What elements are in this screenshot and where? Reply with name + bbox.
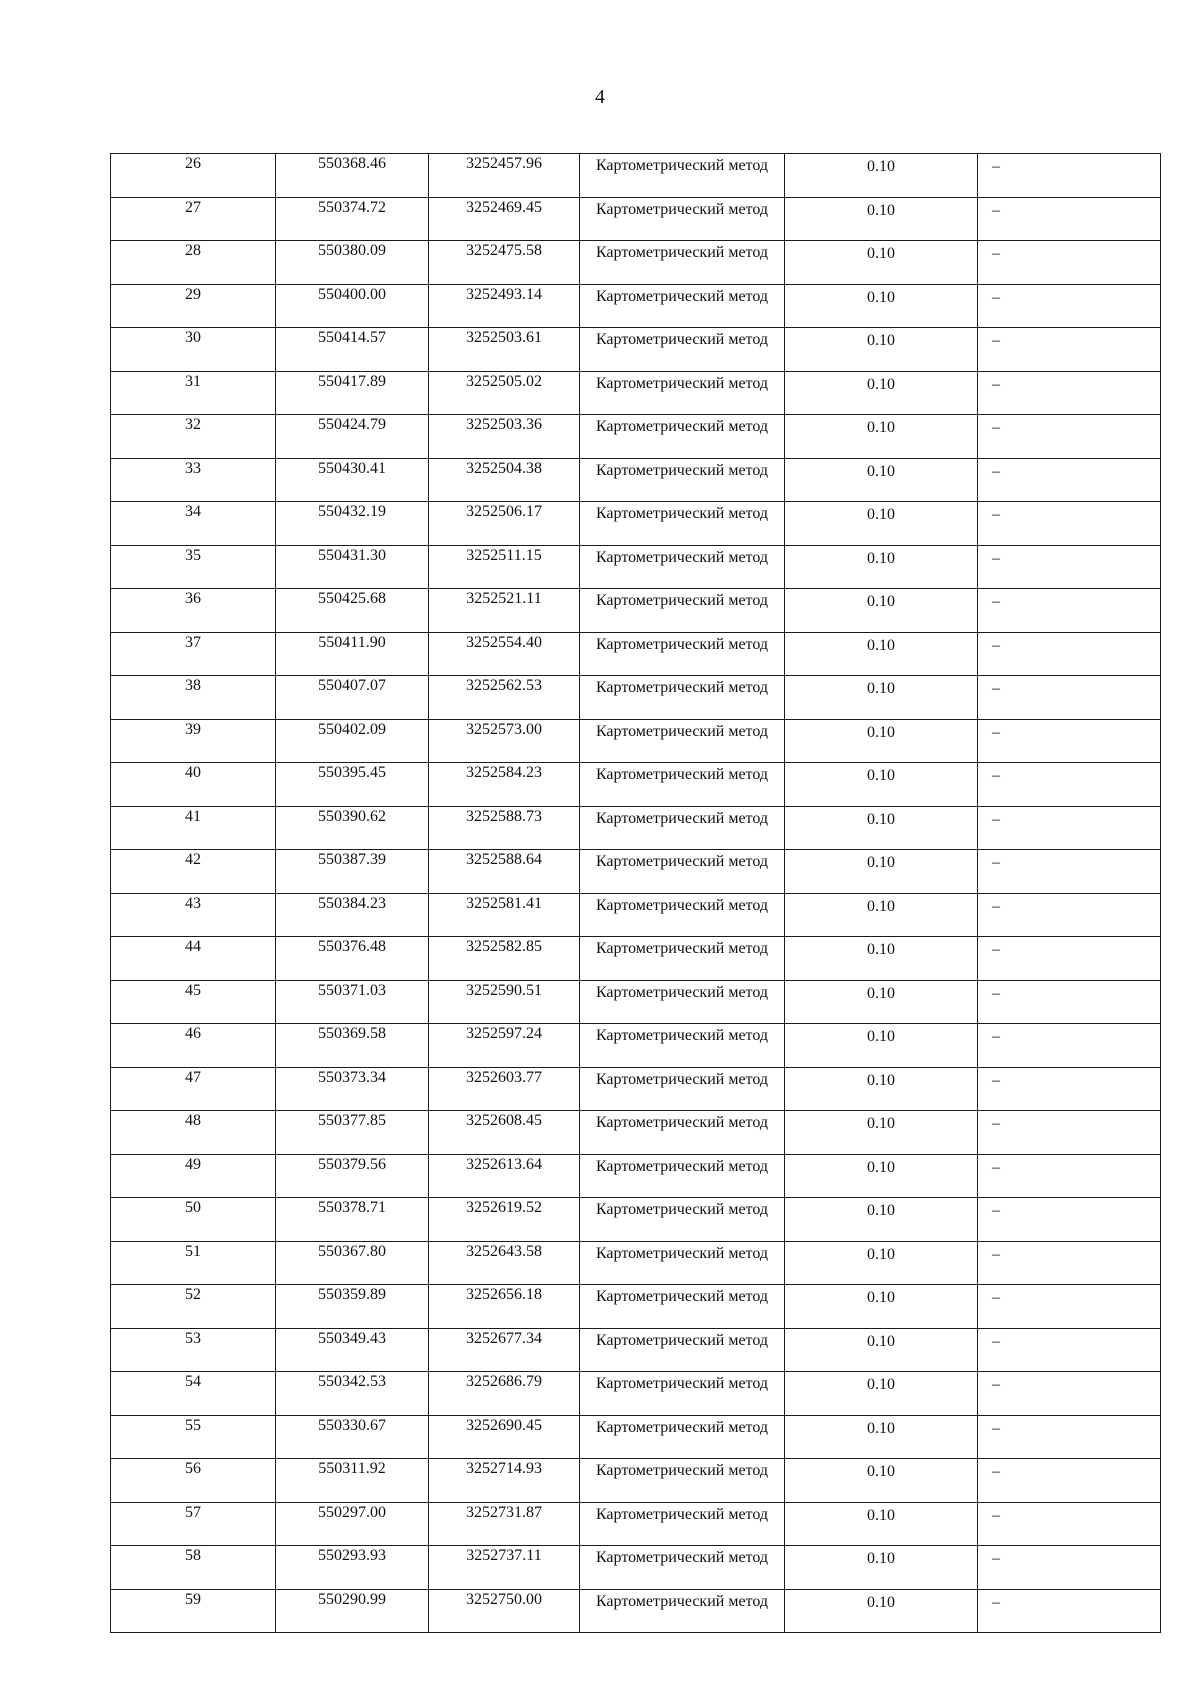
accuracy-cell: 0.10 bbox=[785, 719, 978, 763]
table-row bbox=[111, 1415, 1161, 1459]
accuracy-cell: 0.10 bbox=[785, 241, 978, 285]
y-coordinate-cell: 3252750.00 bbox=[429, 1589, 580, 1633]
accuracy-cell: 0.10 bbox=[785, 937, 978, 981]
description-cell: – bbox=[978, 371, 1161, 415]
x-coordinate-cell: 550411.90 bbox=[276, 632, 429, 676]
point-number-cell: 38 bbox=[111, 676, 276, 720]
description-cell: – bbox=[978, 763, 1161, 807]
x-coordinate-cell: 550368.46 bbox=[276, 154, 429, 198]
table-row bbox=[111, 371, 1161, 415]
description-cell: – bbox=[978, 458, 1161, 502]
y-coordinate-cell: 3252505.02 bbox=[429, 371, 580, 415]
x-coordinate-cell: 550380.09 bbox=[276, 241, 429, 285]
accuracy-cell: 0.10 bbox=[785, 328, 978, 372]
table-row bbox=[111, 719, 1161, 763]
method-cell: Картометрический метод bbox=[580, 545, 785, 589]
accuracy-cell: 0.10 bbox=[785, 1241, 978, 1285]
accuracy-cell: 0.10 bbox=[785, 763, 978, 807]
y-coordinate-cell: 3252690.45 bbox=[429, 1415, 580, 1459]
y-coordinate-cell: 3252504.38 bbox=[429, 458, 580, 502]
x-coordinate-cell: 550378.71 bbox=[276, 1198, 429, 1242]
point-number-cell: 46 bbox=[111, 1024, 276, 1068]
point-number-cell: 35 bbox=[111, 545, 276, 589]
description-cell: – bbox=[978, 850, 1161, 894]
accuracy-cell: 0.10 bbox=[785, 1198, 978, 1242]
y-coordinate-cell: 3252506.17 bbox=[429, 502, 580, 546]
method-cell: Картометрический метод bbox=[580, 763, 785, 807]
x-coordinate-cell: 550342.53 bbox=[276, 1372, 429, 1416]
description-cell: – bbox=[978, 415, 1161, 459]
method-cell: Картометрический метод bbox=[580, 1328, 785, 1372]
method-cell: Картометрический метод bbox=[580, 502, 785, 546]
x-coordinate-cell: 550424.79 bbox=[276, 415, 429, 459]
method-cell: Картометрический метод bbox=[580, 1241, 785, 1285]
method-cell: Картометрический метод bbox=[580, 197, 785, 241]
method-cell: Картометрический метод bbox=[580, 589, 785, 633]
x-coordinate-cell: 550407.07 bbox=[276, 676, 429, 720]
y-coordinate-cell: 3252581.41 bbox=[429, 893, 580, 937]
y-coordinate-cell: 3252469.45 bbox=[429, 197, 580, 241]
point-number-cell: 59 bbox=[111, 1589, 276, 1633]
method-cell: Картометрический метод bbox=[580, 893, 785, 937]
y-coordinate-cell: 3252588.73 bbox=[429, 806, 580, 850]
table-row bbox=[111, 1502, 1161, 1546]
table-row bbox=[111, 589, 1161, 633]
accuracy-cell: 0.10 bbox=[785, 502, 978, 546]
y-coordinate-cell: 3252562.53 bbox=[429, 676, 580, 720]
y-coordinate-cell: 3252503.36 bbox=[429, 415, 580, 459]
point-number-cell: 57 bbox=[111, 1502, 276, 1546]
x-coordinate-cell: 550417.89 bbox=[276, 371, 429, 415]
table-row bbox=[111, 502, 1161, 546]
accuracy-cell: 0.10 bbox=[785, 371, 978, 415]
table-row bbox=[111, 1328, 1161, 1372]
description-cell: – bbox=[978, 1589, 1161, 1633]
x-coordinate-cell: 550369.58 bbox=[276, 1024, 429, 1068]
x-coordinate-cell: 550349.43 bbox=[276, 1328, 429, 1372]
x-coordinate-cell: 550425.68 bbox=[276, 589, 429, 633]
point-number-cell: 58 bbox=[111, 1546, 276, 1590]
point-number-cell: 44 bbox=[111, 937, 276, 981]
y-coordinate-cell: 3252737.11 bbox=[429, 1546, 580, 1590]
description-cell: – bbox=[978, 1328, 1161, 1372]
description-cell: – bbox=[978, 1415, 1161, 1459]
accuracy-cell: 0.10 bbox=[785, 1415, 978, 1459]
y-coordinate-cell: 3252656.18 bbox=[429, 1285, 580, 1329]
y-coordinate-cell: 3252554.40 bbox=[429, 632, 580, 676]
accuracy-cell: 0.10 bbox=[785, 1546, 978, 1590]
y-coordinate-cell: 3252714.93 bbox=[429, 1459, 580, 1503]
description-cell: – bbox=[978, 632, 1161, 676]
y-coordinate-cell: 3252686.79 bbox=[429, 1372, 580, 1416]
method-cell: Картометрический метод bbox=[580, 1459, 785, 1503]
y-coordinate-cell: 3252493.14 bbox=[429, 284, 580, 328]
x-coordinate-cell: 550384.23 bbox=[276, 893, 429, 937]
accuracy-cell: 0.10 bbox=[785, 893, 978, 937]
accuracy-cell: 0.10 bbox=[785, 458, 978, 502]
method-cell: Картометрический метод bbox=[580, 458, 785, 502]
table-row bbox=[111, 241, 1161, 285]
y-coordinate-cell: 3252582.85 bbox=[429, 937, 580, 981]
table-row bbox=[111, 763, 1161, 807]
y-coordinate-cell: 3252521.11 bbox=[429, 589, 580, 633]
table-row bbox=[111, 1154, 1161, 1198]
table-row bbox=[111, 1459, 1161, 1503]
description-cell: – bbox=[978, 241, 1161, 285]
accuracy-cell: 0.10 bbox=[785, 545, 978, 589]
accuracy-cell: 0.10 bbox=[785, 589, 978, 633]
description-cell: – bbox=[978, 676, 1161, 720]
point-number-cell: 28 bbox=[111, 241, 276, 285]
description-cell: – bbox=[978, 1024, 1161, 1068]
description-cell: – bbox=[978, 328, 1161, 372]
y-coordinate-cell: 3252619.52 bbox=[429, 1198, 580, 1242]
method-cell: Картометрический метод bbox=[580, 632, 785, 676]
description-cell: – bbox=[978, 502, 1161, 546]
table-row bbox=[111, 893, 1161, 937]
x-coordinate-cell: 550395.45 bbox=[276, 763, 429, 807]
table-row bbox=[111, 937, 1161, 981]
table-row bbox=[111, 1589, 1161, 1633]
method-cell: Картометрический метод bbox=[580, 1067, 785, 1111]
x-coordinate-cell: 550432.19 bbox=[276, 502, 429, 546]
table-row bbox=[111, 632, 1161, 676]
x-coordinate-cell: 550402.09 bbox=[276, 719, 429, 763]
description-cell: – bbox=[978, 719, 1161, 763]
table-row bbox=[111, 1198, 1161, 1242]
x-coordinate-cell: 550374.72 bbox=[276, 197, 429, 241]
y-coordinate-cell: 3252608.45 bbox=[429, 1111, 580, 1155]
x-coordinate-cell: 550371.03 bbox=[276, 980, 429, 1024]
point-number-cell: 40 bbox=[111, 763, 276, 807]
point-number-cell: 31 bbox=[111, 371, 276, 415]
x-coordinate-cell: 550387.39 bbox=[276, 850, 429, 894]
accuracy-cell: 0.10 bbox=[785, 1111, 978, 1155]
accuracy-cell: 0.10 bbox=[785, 1067, 978, 1111]
y-coordinate-cell: 3252603.77 bbox=[429, 1067, 580, 1111]
description-cell: – bbox=[978, 545, 1161, 589]
method-cell: Картометрический метод bbox=[580, 284, 785, 328]
table-row bbox=[111, 1241, 1161, 1285]
point-number-cell: 53 bbox=[111, 1328, 276, 1372]
y-coordinate-cell: 3252613.64 bbox=[429, 1154, 580, 1198]
method-cell: Картометрический метод bbox=[580, 1285, 785, 1329]
description-cell: – bbox=[978, 1198, 1161, 1242]
method-cell: Картометрический метод bbox=[580, 371, 785, 415]
y-coordinate-cell: 3252511.15 bbox=[429, 545, 580, 589]
table-row bbox=[111, 545, 1161, 589]
table-row bbox=[111, 328, 1161, 372]
table-row bbox=[111, 1111, 1161, 1155]
x-coordinate-cell: 550431.30 bbox=[276, 545, 429, 589]
table-row bbox=[111, 458, 1161, 502]
accuracy-cell: 0.10 bbox=[785, 676, 978, 720]
y-coordinate-cell: 3252503.61 bbox=[429, 328, 580, 372]
method-cell: Картометрический метод bbox=[580, 1372, 785, 1416]
x-coordinate-cell: 550430.41 bbox=[276, 458, 429, 502]
method-cell: Картометрический метод bbox=[580, 328, 785, 372]
coordinates-table bbox=[110, 153, 1161, 1633]
description-cell: – bbox=[978, 1372, 1161, 1416]
description-cell: – bbox=[978, 284, 1161, 328]
table-row bbox=[111, 1372, 1161, 1416]
table-row bbox=[111, 980, 1161, 1024]
point-number-cell: 49 bbox=[111, 1154, 276, 1198]
accuracy-cell: 0.10 bbox=[785, 154, 978, 198]
y-coordinate-cell: 3252588.64 bbox=[429, 850, 580, 894]
accuracy-cell: 0.10 bbox=[785, 1285, 978, 1329]
description-cell: – bbox=[978, 1154, 1161, 1198]
table-row bbox=[111, 1285, 1161, 1329]
y-coordinate-cell: 3252457.96 bbox=[429, 154, 580, 198]
table-row bbox=[111, 284, 1161, 328]
description-cell: – bbox=[978, 1546, 1161, 1590]
point-number-cell: 45 bbox=[111, 980, 276, 1024]
point-number-cell: 51 bbox=[111, 1241, 276, 1285]
point-number-cell: 42 bbox=[111, 850, 276, 894]
point-number-cell: 41 bbox=[111, 806, 276, 850]
method-cell: Картометрический метод bbox=[580, 415, 785, 459]
y-coordinate-cell: 3252584.23 bbox=[429, 763, 580, 807]
x-coordinate-cell: 550359.89 bbox=[276, 1285, 429, 1329]
y-coordinate-cell: 3252597.24 bbox=[429, 1024, 580, 1068]
accuracy-cell: 0.10 bbox=[785, 632, 978, 676]
accuracy-cell: 0.10 bbox=[785, 806, 978, 850]
point-number-cell: 47 bbox=[111, 1067, 276, 1111]
x-coordinate-cell: 550367.80 bbox=[276, 1241, 429, 1285]
description-cell: – bbox=[978, 806, 1161, 850]
table-row bbox=[111, 154, 1161, 198]
accuracy-cell: 0.10 bbox=[785, 1328, 978, 1372]
description-cell: – bbox=[978, 1111, 1161, 1155]
table-row bbox=[111, 1067, 1161, 1111]
x-coordinate-cell: 550311.92 bbox=[276, 1459, 429, 1503]
x-coordinate-cell: 550330.67 bbox=[276, 1415, 429, 1459]
accuracy-cell: 0.10 bbox=[785, 1459, 978, 1503]
x-coordinate-cell: 550376.48 bbox=[276, 937, 429, 981]
table-row bbox=[111, 197, 1161, 241]
description-cell: – bbox=[978, 589, 1161, 633]
coordinates-table-body bbox=[111, 154, 1161, 1633]
method-cell: Картометрический метод bbox=[580, 1546, 785, 1590]
point-number-cell: 36 bbox=[111, 589, 276, 633]
table-row bbox=[111, 676, 1161, 720]
method-cell: Картометрический метод bbox=[580, 1198, 785, 1242]
method-cell: Картометрический метод bbox=[580, 937, 785, 981]
y-coordinate-cell: 3252573.00 bbox=[429, 719, 580, 763]
method-cell: Картометрический метод bbox=[580, 850, 785, 894]
point-number-cell: 54 bbox=[111, 1372, 276, 1416]
method-cell: Картометрический метод bbox=[580, 676, 785, 720]
y-coordinate-cell: 3252643.58 bbox=[429, 1241, 580, 1285]
table-row bbox=[111, 806, 1161, 850]
x-coordinate-cell: 550373.34 bbox=[276, 1067, 429, 1111]
x-coordinate-cell: 550293.93 bbox=[276, 1546, 429, 1590]
table-row bbox=[111, 415, 1161, 459]
y-coordinate-cell: 3252731.87 bbox=[429, 1502, 580, 1546]
x-coordinate-cell: 550390.62 bbox=[276, 806, 429, 850]
x-coordinate-cell: 550379.56 bbox=[276, 1154, 429, 1198]
method-cell: Картометрический метод bbox=[580, 1024, 785, 1068]
table-row bbox=[111, 850, 1161, 894]
method-cell: Картометрический метод bbox=[580, 1502, 785, 1546]
description-cell: – bbox=[978, 1067, 1161, 1111]
description-cell: – bbox=[978, 1502, 1161, 1546]
y-coordinate-cell: 3252590.51 bbox=[429, 980, 580, 1024]
description-cell: – bbox=[978, 937, 1161, 981]
point-number-cell: 48 bbox=[111, 1111, 276, 1155]
accuracy-cell: 0.10 bbox=[785, 1024, 978, 1068]
point-number-cell: 26 bbox=[111, 154, 276, 198]
x-coordinate-cell: 550290.99 bbox=[276, 1589, 429, 1633]
point-number-cell: 56 bbox=[111, 1459, 276, 1503]
point-number-cell: 27 bbox=[111, 197, 276, 241]
accuracy-cell: 0.10 bbox=[785, 1502, 978, 1546]
point-number-cell: 39 bbox=[111, 719, 276, 763]
accuracy-cell: 0.10 bbox=[785, 1372, 978, 1416]
x-coordinate-cell: 550414.57 bbox=[276, 328, 429, 372]
accuracy-cell: 0.10 bbox=[785, 284, 978, 328]
accuracy-cell: 0.10 bbox=[785, 1589, 978, 1633]
method-cell: Картометрический метод bbox=[580, 1589, 785, 1633]
point-number-cell: 34 bbox=[111, 502, 276, 546]
point-number-cell: 43 bbox=[111, 893, 276, 937]
point-number-cell: 32 bbox=[111, 415, 276, 459]
point-number-cell: 55 bbox=[111, 1415, 276, 1459]
description-cell: – bbox=[978, 893, 1161, 937]
accuracy-cell: 0.10 bbox=[785, 980, 978, 1024]
method-cell: Картометрический метод bbox=[580, 1154, 785, 1198]
method-cell: Картометрический метод bbox=[580, 154, 785, 198]
method-cell: Картометрический метод bbox=[580, 806, 785, 850]
point-number-cell: 33 bbox=[111, 458, 276, 502]
page-number: 4 bbox=[595, 86, 605, 108]
point-number-cell: 30 bbox=[111, 328, 276, 372]
point-number-cell: 52 bbox=[111, 1285, 276, 1329]
table-row bbox=[111, 1024, 1161, 1068]
description-cell: – bbox=[978, 1241, 1161, 1285]
method-cell: Картометрический метод bbox=[580, 241, 785, 285]
x-coordinate-cell: 550400.00 bbox=[276, 284, 429, 328]
x-coordinate-cell: 550297.00 bbox=[276, 1502, 429, 1546]
description-cell: – bbox=[978, 980, 1161, 1024]
description-cell: – bbox=[978, 1285, 1161, 1329]
method-cell: Картометрический метод bbox=[580, 980, 785, 1024]
y-coordinate-cell: 3252677.34 bbox=[429, 1328, 580, 1372]
description-cell: – bbox=[978, 197, 1161, 241]
point-number-cell: 37 bbox=[111, 632, 276, 676]
description-cell: – bbox=[978, 1459, 1161, 1503]
accuracy-cell: 0.10 bbox=[785, 415, 978, 459]
x-coordinate-cell: 550377.85 bbox=[276, 1111, 429, 1155]
y-coordinate-cell: 3252475.58 bbox=[429, 241, 580, 285]
method-cell: Картометрический метод bbox=[580, 1111, 785, 1155]
accuracy-cell: 0.10 bbox=[785, 197, 978, 241]
accuracy-cell: 0.10 bbox=[785, 850, 978, 894]
table-row bbox=[111, 1546, 1161, 1590]
point-number-cell: 50 bbox=[111, 1198, 276, 1242]
method-cell: Картометрический метод bbox=[580, 1415, 785, 1459]
method-cell: Картометрический метод bbox=[580, 719, 785, 763]
accuracy-cell: 0.10 bbox=[785, 1154, 978, 1198]
point-number-cell: 29 bbox=[111, 284, 276, 328]
description-cell: – bbox=[978, 154, 1161, 198]
